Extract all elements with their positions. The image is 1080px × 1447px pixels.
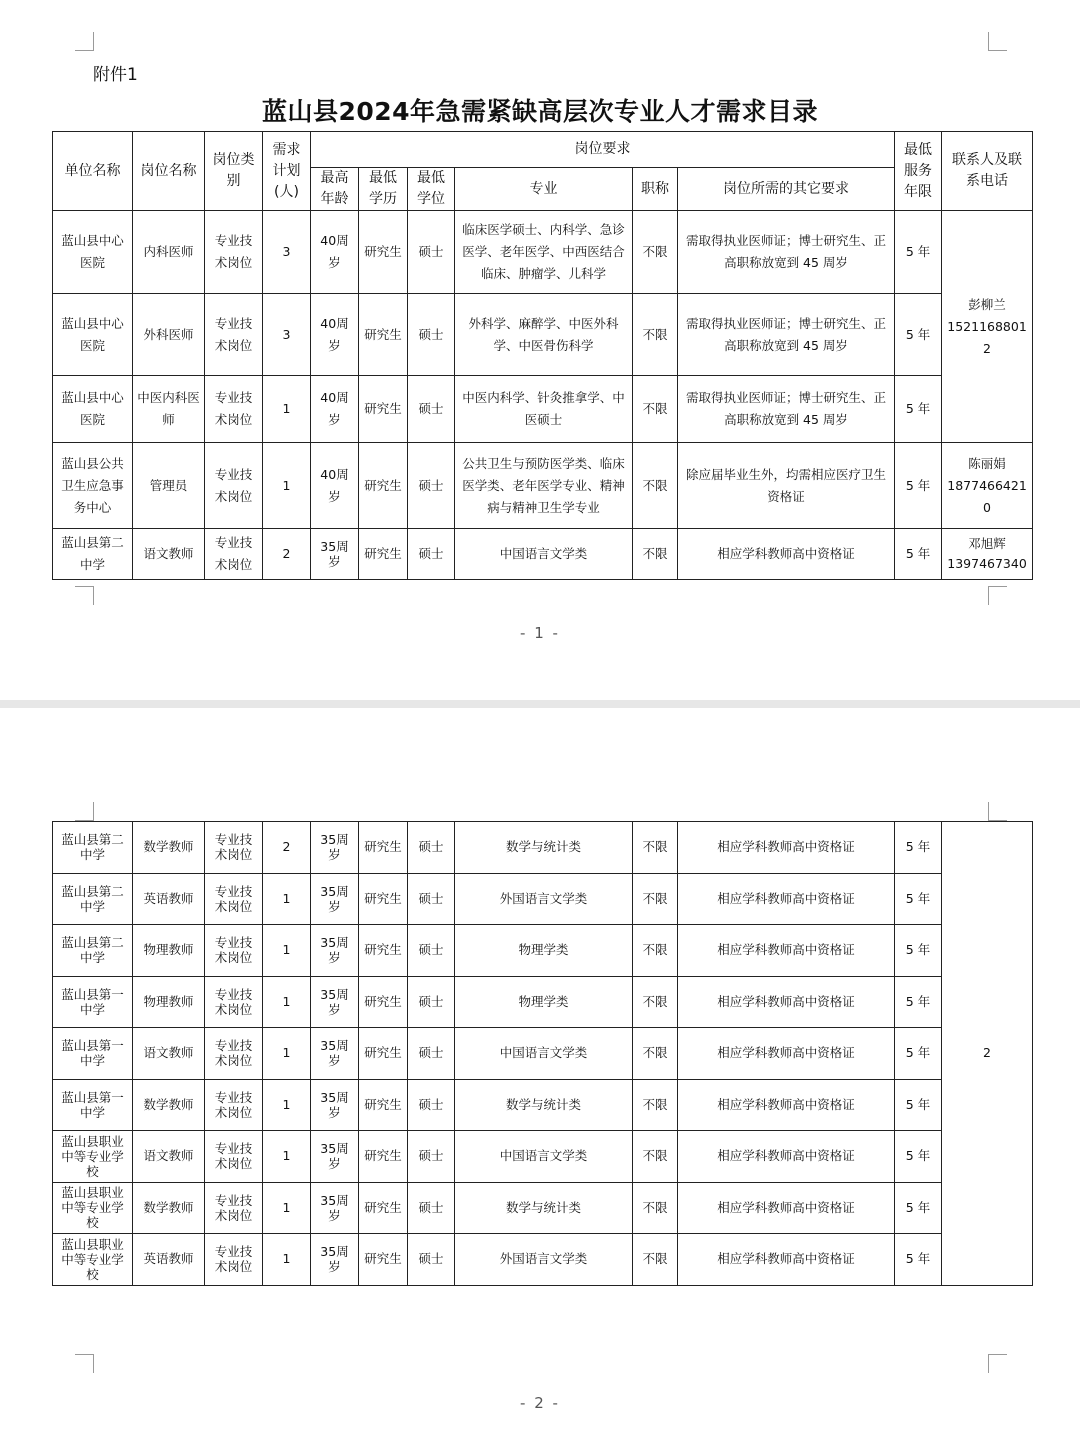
- cell-unit: 蓝山县第一中学: [53, 1079, 133, 1131]
- cell-other: 需取得执业医师证；博士研究生、正高职称放宽到 45 周岁: [678, 211, 895, 294]
- cell-service: 5 年: [895, 294, 942, 376]
- cell-service: 5 年: [895, 873, 942, 925]
- cell-other: 相应学科教师高中资格证: [678, 1182, 895, 1234]
- cell-education: 研究生: [359, 443, 408, 529]
- cell-unit: 蓝山县第二中学: [53, 925, 133, 977]
- cell-plan: 1: [263, 443, 311, 529]
- cell-age: 35周岁: [311, 1234, 359, 1286]
- cell-post: 外科医师: [133, 294, 205, 376]
- cell-major: 临床医学硕士、内科学、急诊医学、老年医学、中西医结合临床、肿瘤学、儿科学: [455, 211, 633, 294]
- cell-degree: 硕士: [408, 1131, 455, 1183]
- cell-education: 研究生: [359, 976, 408, 1028]
- cell-age: 35周岁: [311, 529, 359, 580]
- cell-plan: 3: [263, 294, 311, 376]
- cell-other: 相应学科教师高中资格证: [678, 873, 895, 925]
- cell-category: 专业技术岗位: [205, 976, 263, 1028]
- cell-degree: 硕士: [408, 1234, 455, 1286]
- attachment-label: 附件1: [93, 65, 138, 85]
- cell-plan: 2: [263, 822, 311, 874]
- cell-category: 专业技术岗位: [205, 1182, 263, 1234]
- cell-title: 不限: [633, 529, 678, 580]
- table-row: [53, 294, 1033, 376]
- cell-service: 5 年: [895, 976, 942, 1028]
- cell-education: 研究生: [359, 1182, 408, 1234]
- cell-major: 中国语言文学类: [455, 1028, 633, 1080]
- cell-category: 专业技术岗位: [205, 925, 263, 977]
- cell-major: 中国语言文学类: [455, 529, 633, 580]
- cell-other: 相应学科教师高中资格证: [678, 1234, 895, 1286]
- cell-unit: 蓝山县第二中学: [53, 873, 133, 925]
- cell-degree: 硕士: [408, 1028, 455, 1080]
- cell-major: 外科学、麻醉学、中医外科学、中医骨伤科学: [455, 294, 633, 376]
- cell-other: 除应届毕业生外，均需相应医疗卫生资格证: [678, 443, 895, 529]
- cell-service: 5 年: [895, 1028, 942, 1080]
- cell-unit: 蓝山县第二中学: [53, 822, 133, 874]
- cell-other: 需取得执业医师证；博士研究生、正高职称放宽到 45 周岁: [678, 376, 895, 443]
- cell-category: 专业技术岗位: [205, 443, 263, 529]
- cell-unit: 蓝山县中心医院: [53, 211, 133, 294]
- cell-major: 数学与统计类: [455, 1079, 633, 1131]
- cell-post: 数学教师: [133, 822, 205, 874]
- cell-other: 相应学科教师高中资格证: [678, 925, 895, 977]
- crop-mark: [988, 802, 1007, 821]
- cell-other: 相应学科教师高中资格证: [678, 1131, 895, 1183]
- table-row: [53, 376, 1033, 443]
- document-page-1: [0, 0, 1080, 700]
- cell-degree: 硕士: [408, 1182, 455, 1234]
- cell-education: 研究生: [359, 1234, 408, 1286]
- table-row: [53, 873, 1033, 925]
- cell-degree: 硕士: [408, 529, 455, 580]
- cell-age: 40周岁: [311, 294, 359, 376]
- cell-title: 不限: [633, 1131, 678, 1183]
- cell-education: 研究生: [359, 822, 408, 874]
- cell-education: 研究生: [359, 294, 408, 376]
- cell-degree: 硕士: [408, 443, 455, 529]
- cell-service: 5 年: [895, 443, 942, 529]
- crop-mark: [988, 1354, 1007, 1373]
- cell-age: 35周岁: [311, 1182, 359, 1234]
- cell-age: 40周岁: [311, 443, 359, 529]
- cell-plan: 1: [263, 1131, 311, 1183]
- cell-degree: 硕士: [408, 925, 455, 977]
- table-row: [53, 1182, 1033, 1234]
- crop-mark: [988, 32, 1007, 51]
- cell-service: 5 年: [895, 925, 942, 977]
- page-number: - 1 -: [520, 624, 560, 642]
- cell-age: 35周岁: [311, 1028, 359, 1080]
- header-post: 岗位名称: [133, 132, 205, 211]
- table-row: [53, 529, 1033, 580]
- cell-service: 5 年: [895, 211, 942, 294]
- cell-category: 专业技术岗位: [205, 822, 263, 874]
- header-degree: 最低学位: [408, 168, 455, 211]
- cell-title: 不限: [633, 925, 678, 977]
- cell-plan: 1: [263, 925, 311, 977]
- cell-unit: 蓝山县职业中等专业学校: [53, 1182, 133, 1234]
- cell-service: 5 年: [895, 376, 942, 443]
- cell-major: 数学与统计类: [455, 822, 633, 874]
- cell-education: 研究生: [359, 376, 408, 443]
- cell-service: 5 年: [895, 822, 942, 874]
- cell-education: 研究生: [359, 873, 408, 925]
- table-row: [53, 1028, 1033, 1080]
- cell-plan: 2: [263, 529, 311, 580]
- cell-category: 专业技术岗位: [205, 873, 263, 925]
- cell-other: 相应学科教师高中资格证: [678, 529, 895, 580]
- cell-plan: 1: [263, 1182, 311, 1234]
- header-category: 岗位类别: [205, 132, 263, 211]
- cell-major: 中国语言文学类: [455, 1131, 633, 1183]
- cell-category: 专业技术岗位: [205, 294, 263, 376]
- cell-post: 物理教师: [133, 925, 205, 977]
- cell-service: 5 年: [895, 1079, 942, 1131]
- cell-title: 不限: [633, 822, 678, 874]
- cell-unit: 蓝山县职业中等专业学校: [53, 1234, 133, 1286]
- crop-mark: [988, 586, 1007, 605]
- page-separator: [0, 700, 1080, 708]
- cell-category: 专业技术岗位: [205, 1131, 263, 1183]
- cell-post: 语文教师: [133, 529, 205, 580]
- page-number: - 2 -: [520, 1394, 560, 1412]
- cell-unit: 蓝山县第二中学: [53, 529, 133, 580]
- header-unit: 单位名称: [53, 132, 133, 211]
- cell-post: 数学教师: [133, 1182, 205, 1234]
- header-title: 职称: [633, 168, 678, 211]
- cell-major: 物理学类: [455, 925, 633, 977]
- cell-age: 35周岁: [311, 873, 359, 925]
- header-age: 最高年龄: [311, 168, 359, 211]
- cell-age: 35周岁: [311, 925, 359, 977]
- cell-post: 语文教师: [133, 1028, 205, 1080]
- cell-degree: 硕士: [408, 822, 455, 874]
- crop-mark: [75, 802, 94, 821]
- cell-title: 不限: [633, 1079, 678, 1131]
- cell-plan: 1: [263, 873, 311, 925]
- cell-post: 英语教师: [133, 873, 205, 925]
- cell-major: 公共卫生与预防医学类、临床医学类、老年医学专业、精神病与精神卫生学专业: [455, 443, 633, 529]
- cell-post: 管理员: [133, 443, 205, 529]
- cell-degree: 硕士: [408, 294, 455, 376]
- cell-age: 35周岁: [311, 822, 359, 874]
- crop-mark: [75, 32, 94, 51]
- cell-plan: 3: [263, 211, 311, 294]
- table-row: [53, 1131, 1033, 1183]
- cell-age: 40周岁: [311, 211, 359, 294]
- cell-unit: 蓝山县第一中学: [53, 1028, 133, 1080]
- cell-other: 相应学科教师高中资格证: [678, 1028, 895, 1080]
- cell-degree: 硕士: [408, 211, 455, 294]
- cell-plan: 1: [263, 1028, 311, 1080]
- header-plan: 需求计划(人): [263, 132, 311, 211]
- cell-title: 不限: [633, 376, 678, 443]
- cell-category: 专业技术岗位: [205, 211, 263, 294]
- cell-category: 专业技术岗位: [205, 1234, 263, 1286]
- cell-unit: 蓝山县中心医院: [53, 294, 133, 376]
- cell-unit: 蓝山县职业中等专业学校: [53, 1131, 133, 1183]
- header-contact: 联系人及联系电话: [942, 132, 1033, 211]
- cell-age: 35周岁: [311, 1131, 359, 1183]
- cell-service: 5 年: [895, 1131, 942, 1183]
- cell-major: 外国语言文学类: [455, 1234, 633, 1286]
- talent-demand-table: [52, 131, 1033, 580]
- table-row: [53, 976, 1033, 1028]
- cell-education: 研究生: [359, 1079, 408, 1131]
- contact-phone: 18774664210: [947, 477, 1027, 515]
- table-row: [53, 1079, 1033, 1131]
- header-other: 岗位所需的其它要求: [678, 168, 895, 211]
- cell-other: 相应学科教师高中资格证: [678, 1079, 895, 1131]
- cell-contact: [942, 443, 1033, 529]
- talent-demand-table-continued: [52, 821, 1033, 1286]
- document-title: 蓝山县2024年急需紧缺高层次专业人才需求目录: [261, 97, 819, 126]
- contact-phone: 15211688012: [947, 318, 1027, 356]
- cell-contact: 2: [942, 822, 1033, 1286]
- cell-age: 35周岁: [311, 976, 359, 1028]
- table-row: [53, 925, 1033, 977]
- cell-category: 专业技术岗位: [205, 1028, 263, 1080]
- cell-plan: 1: [263, 376, 311, 443]
- cell-education: 研究生: [359, 211, 408, 294]
- cell-title: 不限: [633, 1182, 678, 1234]
- cell-title: 不限: [633, 976, 678, 1028]
- contact-name: 邓旭辉: [968, 536, 1006, 551]
- cell-other: 相应学科教师高中资格证: [678, 822, 895, 874]
- cell-major: 物理学类: [455, 976, 633, 1028]
- cell-title: 不限: [633, 1234, 678, 1286]
- cell-title: 不限: [633, 443, 678, 529]
- cell-post: 内科医师: [133, 211, 205, 294]
- cell-education: 研究生: [359, 925, 408, 977]
- cell-other: 相应学科教师高中资格证: [678, 976, 895, 1028]
- cell-unit: 蓝山县第一中学: [53, 976, 133, 1028]
- header-service: 最低服务年限: [895, 132, 942, 211]
- cell-degree: 硕士: [408, 376, 455, 443]
- document-page-2: [0, 708, 1080, 1447]
- contact-phone: 1397467340: [947, 556, 1027, 571]
- cell-education: 研究生: [359, 1028, 408, 1080]
- cell-degree: 硕士: [408, 1079, 455, 1131]
- header-education: 最低学历: [359, 168, 408, 211]
- cell-service: 5 年: [895, 529, 942, 580]
- cell-contact: [942, 529, 1033, 580]
- cell-title: 不限: [633, 1028, 678, 1080]
- cell-age: 40周岁: [311, 376, 359, 443]
- cell-post: 数学教师: [133, 1079, 205, 1131]
- cell-plan: 1: [263, 1079, 311, 1131]
- cell-plan: 1: [263, 1234, 311, 1286]
- contact-name: 陈丽娟: [968, 455, 1006, 471]
- table-row: [53, 443, 1033, 529]
- cell-post: 物理教师: [133, 976, 205, 1028]
- cell-major: 中医内科学、针灸推拿学、中医硕士: [455, 376, 633, 443]
- cell-education: 研究生: [359, 529, 408, 580]
- cell-post: 英语教师: [133, 1234, 205, 1286]
- cell-post: 中医内科医师: [133, 376, 205, 443]
- cell-unit: 蓝山县公共卫生应急事务中心: [53, 443, 133, 529]
- cell-age: 35周岁: [311, 1079, 359, 1131]
- table-row: [53, 822, 1033, 874]
- cell-title: 不限: [633, 294, 678, 376]
- cell-major: 外国语言文学类: [455, 873, 633, 925]
- cell-degree: 硕士: [408, 976, 455, 1028]
- table-row: [53, 1234, 1033, 1286]
- cell-category: 专业技术岗位: [205, 376, 263, 443]
- cell-plan: 1: [263, 976, 311, 1028]
- cell-contact: [942, 211, 1033, 443]
- cell-major: 数学与统计类: [455, 1182, 633, 1234]
- cell-category: 专业技术岗位: [205, 529, 263, 580]
- header-major: 专业: [455, 168, 633, 211]
- cell-service: 5 年: [895, 1182, 942, 1234]
- table-row: [53, 211, 1033, 294]
- cell-category: 专业技术岗位: [205, 1079, 263, 1131]
- cell-education: 研究生: [359, 1131, 408, 1183]
- cell-title: 不限: [633, 211, 678, 294]
- header-requirements: 岗位要求: [311, 132, 895, 168]
- crop-mark: [75, 1354, 94, 1373]
- crop-mark: [75, 586, 94, 605]
- cell-title: 不限: [633, 873, 678, 925]
- cell-service: 5 年: [895, 1234, 942, 1286]
- cell-post: 语文教师: [133, 1131, 205, 1183]
- cell-other: 需取得执业医师证；博士研究生、正高职称放宽到 45 周岁: [678, 294, 895, 376]
- cell-unit: 蓝山县中心医院: [53, 376, 133, 443]
- contact-name: 彭柳兰: [968, 296, 1006, 312]
- cell-degree: 硕士: [408, 873, 455, 925]
